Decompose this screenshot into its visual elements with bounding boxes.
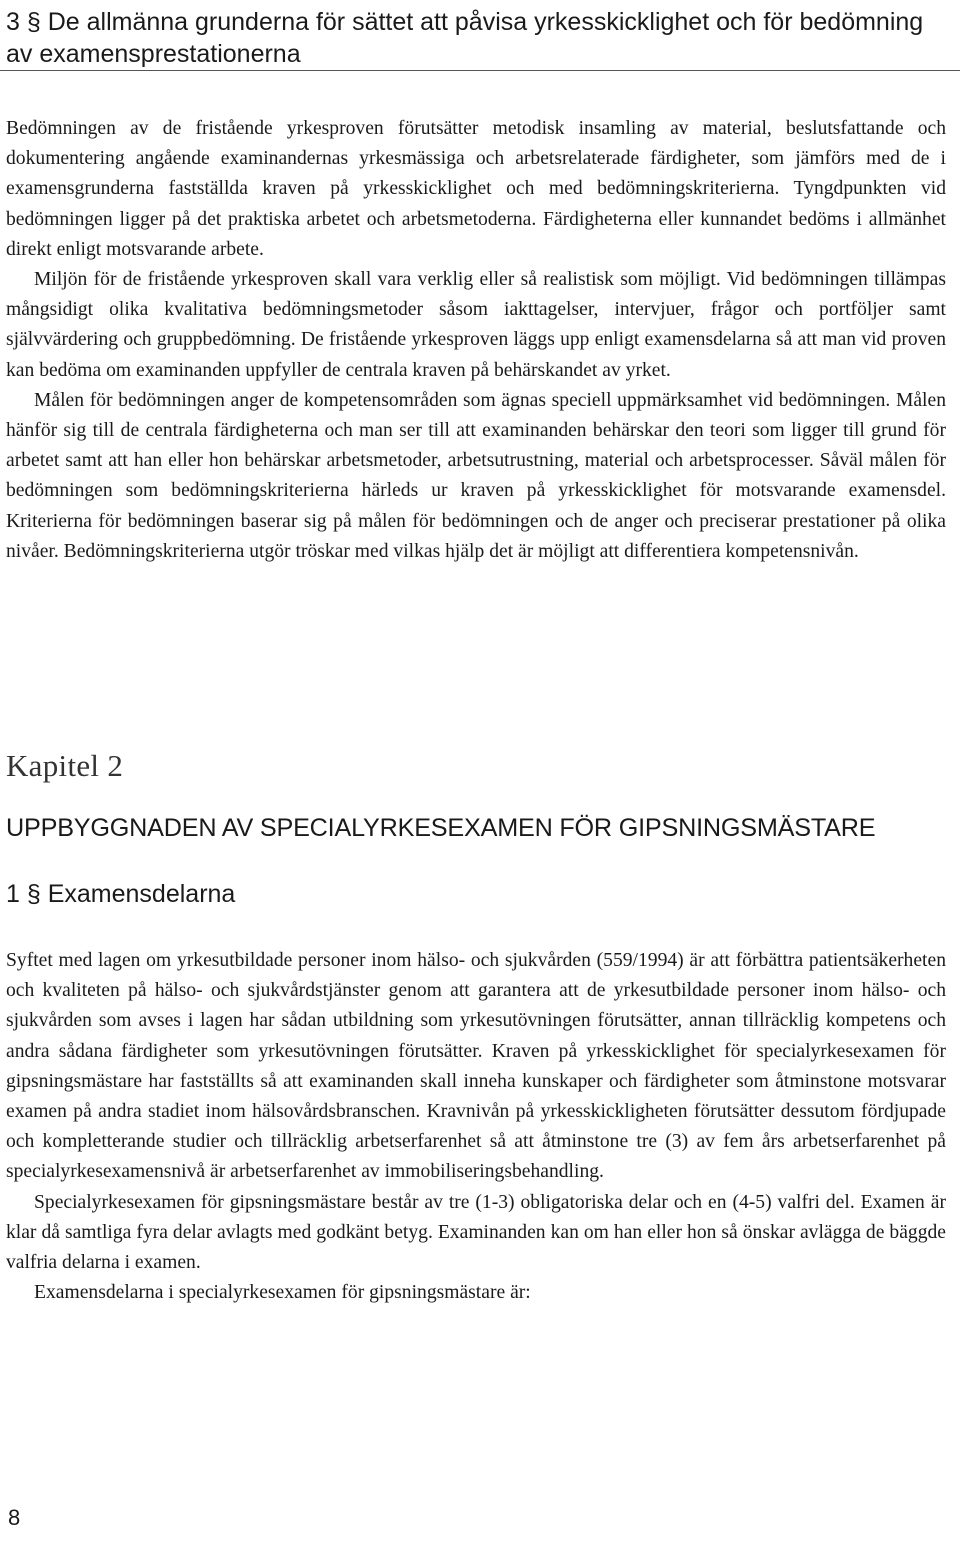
section-symbol: § xyxy=(26,880,41,908)
paragraph: Examensdelarna i specialyrkesexamen för gipsningsmästare är: xyxy=(34,1282,531,1304)
paragraph: Miljön för de fristående yrkesproven skall vara verklig eller så realistisk som möjligt. Vid bedömningen tillämpas mångsidigt olika kvalitativa bedömningsmetoder såsom iakttagelser, intervjuer, frågor och portföljer samt självvärdering och gruppbedömning. De fristående yrkesproven läggs upp enligt examensdelarna så att man vid proven kan bedöma om examinanden uppfyller de centrala kraven på behärskandet av yrket. xyxy=(6,269,946,381)
intro-text xyxy=(6,114,946,567)
heading-rule xyxy=(0,70,960,71)
paragraph: Målen för bedömningen anger de kompetensområden som ägnas speciell uppmärksamhet vid bedömningen. Målen hänför sig till de centrala färdigheterna och man ser till att examinanden behärskar den teori som ligger till grund för arbetet samt att han eller hon behärskar arbetsmetoder, arbetsutrustning, material och arbetsprocesser. Såväl målen för bedömningen som bedömningskriterierna härleds ur kraven på yrkesskicklighet för motsvarande examensdel. Kriterierna för bedömningen baserar sig på målen för bedömningen och de anger och preciserar prestationer på olika nivåer. Bedömningskriterierna utgör tröskar med vilkas hjälp det är möjligt att differentiera kompetensnivån. xyxy=(6,389,946,562)
paragraph: Bedömningen av de fristående yrkesproven förutsätter metodisk insamling av material, beslutsfattande och dokumentering angående examinandernas yrkesmässiga och arbetsrelaterade färdigheter, som jämförs med de i examensgrunderna fastställda kraven på yrkesskicklighet och med bedömningskriterierna. Tyngdpunkten vid bedömningen ligger på det praktiska arbetet och arbetsmetoderna. Färdigheterna eller kunnandet bedöms i allmänhet direkt enligt motsvarande arbete. xyxy=(6,118,946,260)
section-number: 3 xyxy=(6,8,20,36)
section-1-heading xyxy=(6,880,235,909)
section-number: 1 xyxy=(6,880,20,908)
paragraph: Syftet med lagen om yrkesutbildade personer inom hälso- och sjukvården (559/1994) är att förbättra patientsäkerheten och kvaliteten på hälso- och sjukvårdstjänster genom att garantera att de yrkesutbildade personer inom hälso- och sjukvården som avses i lagen har sådan utbildning som yrkesutövningen förutsätter, annan tillräcklig kompetens och andra sådana färdigheter som yrkesutövningen förutsätter. Kraven på yrkesskicklighet för specialyrkesexamen för gipsningsmästare har fastställts så att examinanden skall inneha kunskaper och färdigheter som åtminstone motsvarar examen på andra stadiet inom hälsovårdsbranschen. Kravnivån på yrkesskickligheten förutsätter dessutom fördjupade och kompletterande studier och tillräcklig arbetserfarenhet så att åtminstone tre (3) av fem års arbetserfarenhet på specialyrkesexamensnivå är arbetserfarenhet av immobiliseringsbehandling. xyxy=(6,950,946,1183)
page-number: 8 xyxy=(8,1505,21,1530)
section-symbol: § xyxy=(26,8,41,36)
chapter-label: Kapitel 2 xyxy=(6,748,124,783)
paragraph: Specialyrkesexamen för gipsningsmästare består av tre (1-3) obligatoriska delar och en (4-5) valfri del. Examen är klar då samtliga fyra delar avlagts med godkänt betyg. Examinanden kan om han eller hon så önskar avlägga de bäggde valfria delarna i examen. xyxy=(6,1191,946,1274)
section-title: Examensdelarna xyxy=(47,880,236,908)
chapter-heading: UPPBYGGNADEN AV SPECIALYRKESEXAMEN FÖR GIPSNINGSMÄSTARE xyxy=(6,814,876,842)
section-title: De allmänna grunderna för sättet att påvisa yrkesskicklighet och för bedömning av examensprestationerna xyxy=(6,8,924,68)
section-1-text xyxy=(6,946,946,1308)
section-3-heading xyxy=(6,6,946,70)
